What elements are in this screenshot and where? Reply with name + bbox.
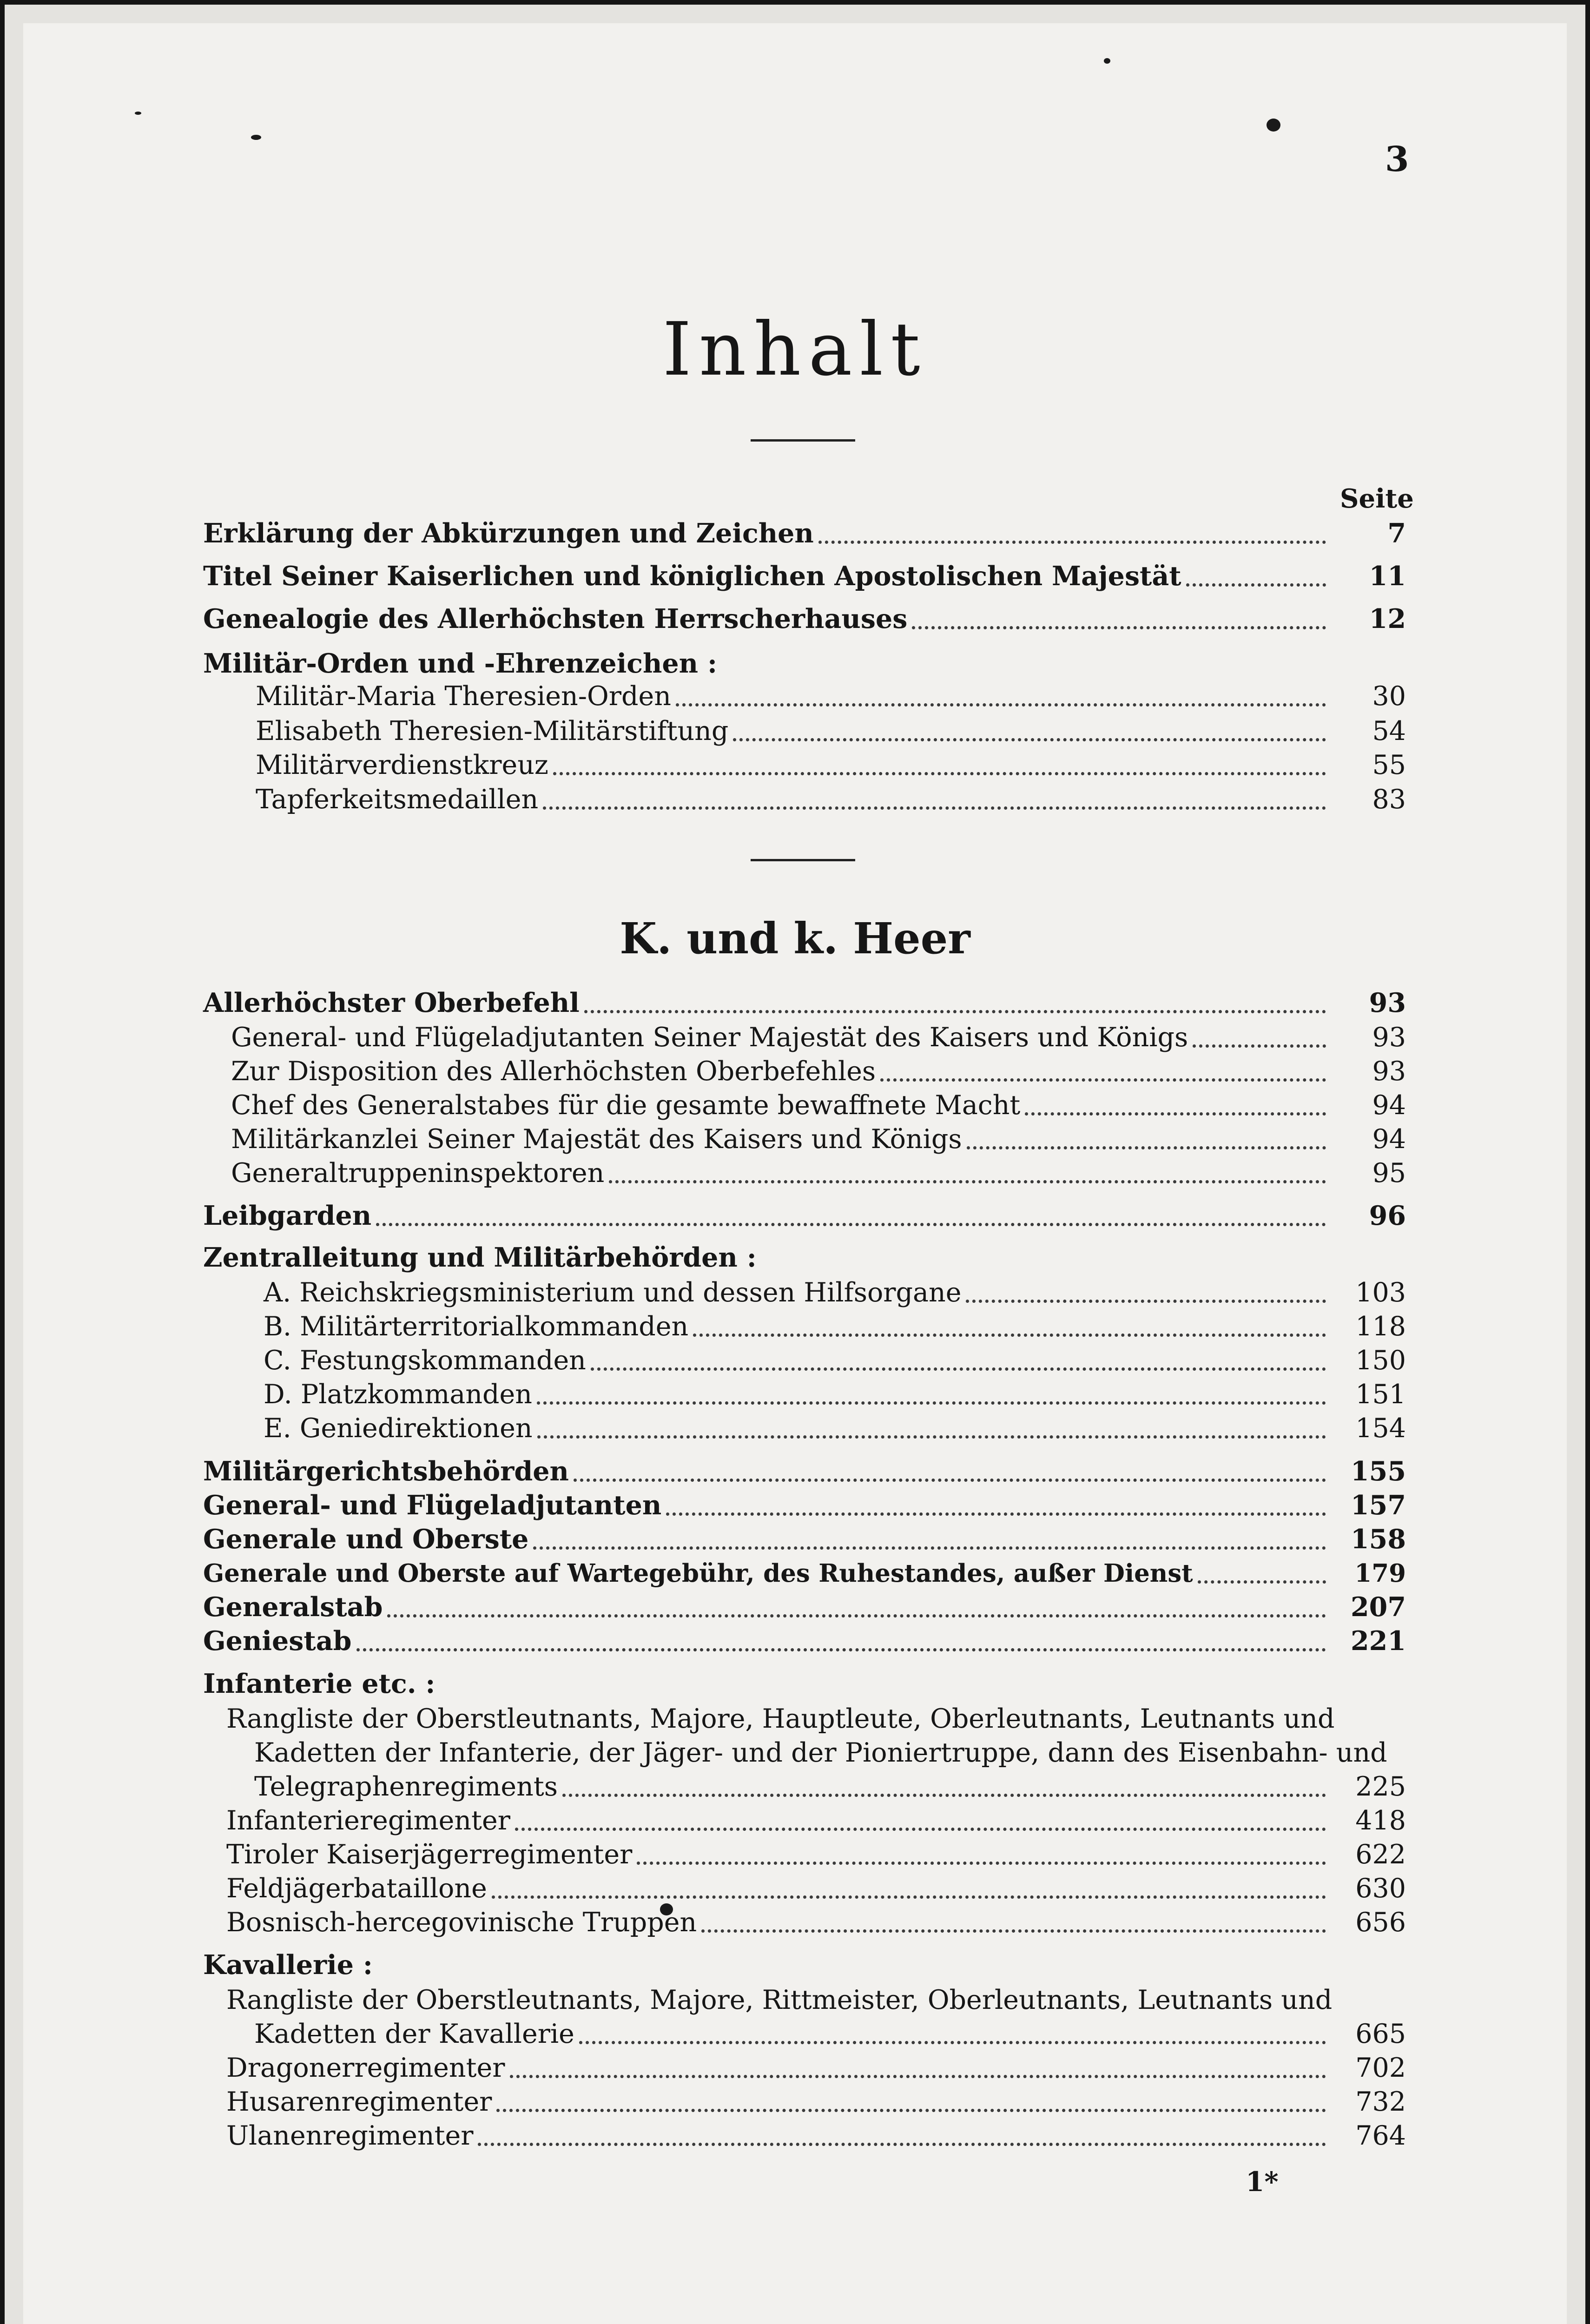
toc-entry: Bosnisch-hercegovinische Truppen 656 — [226, 1907, 1406, 1938]
page-column-header: Seite — [1340, 483, 1414, 514]
toc-entry: D. Platzkommanden 151 — [264, 1379, 1406, 1410]
page-title: Inhalt — [662, 307, 928, 392]
toc-entry: Generale und Oberste auf Wartegebühr, des Ruhestandes, außer Dienst 179 — [203, 1559, 1406, 1588]
toc-entry: Militärkanzlei Seiner Majestät des Kaisers und Königs 94 — [231, 1124, 1406, 1155]
toc-entry: Chef des Generalstabes für die gesamte bewaffnete Macht 94 — [231, 1090, 1406, 1121]
toc-entry: Allerhöchster Oberbefehl 93 — [203, 987, 1406, 1018]
toc-group-heading: Infanterie etc. : — [203, 1668, 435, 1699]
toc-entry: B. Militärterritorialkommanden 118 — [264, 1311, 1406, 1342]
toc-entry: Leibgarden 96 — [203, 1200, 1406, 1231]
title-rule — [751, 439, 855, 442]
toc-entry: Militär-Maria Theresien-Orden 30 — [256, 681, 1406, 712]
toc-continuation-line: Rangliste der Oberstleutnants, Majore, Hauptleute, Oberleutnants, Leutnants und — [226, 1703, 1335, 1734]
toc-entry: Generalstab 207 — [203, 1591, 1406, 1623]
toc-entry: Militärgerichtsbehörden 155 — [203, 1456, 1406, 1487]
toc-entry: Ulanenregimenter 764 — [226, 2120, 1406, 2151]
toc-entry: Generale und Oberste 158 — [203, 1524, 1406, 1555]
toc-entry: Elisabeth Theresien-Militärstiftung 54 — [256, 716, 1406, 746]
toc-entry: A. Reichskriegsministerium und dessen Hilfsorgane 103 — [264, 1277, 1406, 1308]
toc-entry: Geniestab 221 — [203, 1625, 1406, 1657]
toc-entry: Feldjägerbataillone 630 — [226, 1873, 1406, 1904]
toc-entry: Militärverdienstkreuz 55 — [256, 750, 1406, 780]
toc-entry: Titel Seiner Kaiserlichen und königlichen Apostolischen Majestät 11 — [203, 561, 1406, 592]
toc-entry: Dragonerregimenter 702 — [226, 2053, 1406, 2083]
toc-continuation-line: Kadetten der Infanterie, der Jäger- und der Pioniertruppe, dann des Eisenbahn- und — [254, 1737, 1387, 1768]
toc-entry: Tapferkeitsmedaillen 83 — [256, 784, 1406, 815]
toc-entry: Zur Disposition des Allerhöchsten Oberbefehles 93 — [231, 1056, 1406, 1087]
toc-entry: Husarenregimenter 732 — [226, 2086, 1406, 2117]
toc-continuation-line: Rangliste der Oberstleutnants, Majore, Rittmeister, Oberleutnants, Leutnants und — [226, 1985, 1333, 2015]
toc-entry: Telegraphenregiments 225 — [254, 1771, 1406, 1802]
toc-entry: General- und Flügeladjutanten Seiner Majestät des Kaisers und Königs 93 — [231, 1022, 1406, 1053]
toc-entry: Generaltruppeninspektoren 95 — [231, 1158, 1406, 1188]
scan-speck — [251, 135, 261, 140]
toc-group-heading: Militär-Orden und -Ehrenzeichen : — [203, 648, 717, 679]
toc-entry: E. Geniedirektionen 154 — [264, 1413, 1406, 1444]
toc-entry: Tiroler Kaiserjägerregimenter 622 — [226, 1839, 1406, 1870]
signature-mark: 1* — [1246, 2166, 1279, 2198]
toc-entry: Genealogie des Allerhöchsten Herrscherhauses 12 — [203, 603, 1406, 634]
section-heading: K. und k. Heer — [620, 913, 970, 964]
toc-group-heading: Kavallerie : — [203, 1949, 373, 1981]
scan-speck — [1267, 119, 1280, 132]
toc-entry: Kadetten der Kavallerie 665 — [254, 2019, 1406, 2049]
scan-speck — [1104, 58, 1110, 64]
toc-entry: C. Festungskommanden 150 — [264, 1345, 1406, 1376]
toc-group-heading: Zentralleitung und Militärbehörden : — [203, 1242, 757, 1273]
toc-entry: General- und Flügeladjutanten 157 — [203, 1490, 1406, 1521]
scan-speck — [135, 112, 141, 115]
section-rule — [751, 859, 855, 861]
page-number: 3 — [1385, 139, 1409, 179]
toc-entry: Infanterieregimenter 418 — [226, 1805, 1406, 1836]
toc-entry: Erklärung der Abkürzungen und Zeichen 7 — [203, 518, 1406, 549]
